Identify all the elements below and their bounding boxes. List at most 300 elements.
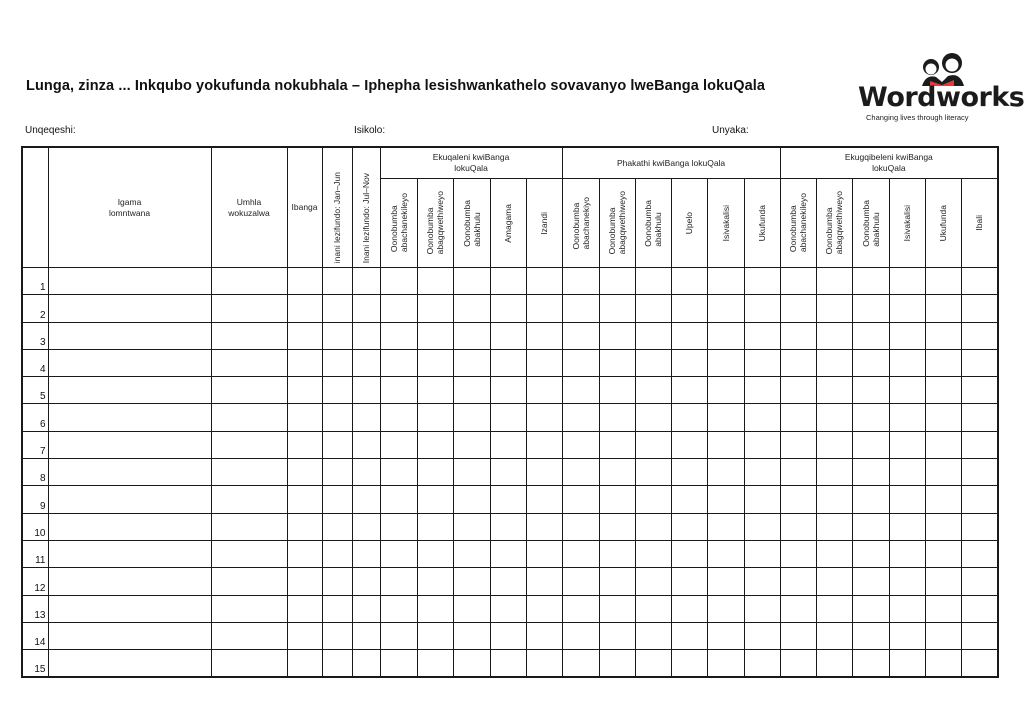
table-cell[interactable] [635,568,671,595]
table-cell[interactable] [852,349,889,376]
table-cell[interactable] [707,377,744,404]
table-cell[interactable] [287,377,322,404]
table-cell[interactable] [287,349,322,376]
table-cell[interactable] [780,404,816,431]
table-cell[interactable] [562,513,599,540]
table-cell[interactable] [453,650,490,678]
table-cell[interactable] [961,650,998,678]
table-cell[interactable] [744,650,780,678]
table-cell[interactable] [48,540,211,567]
table-cell[interactable] [352,595,380,622]
table-cell[interactable] [211,431,287,458]
table-cell[interactable] [562,622,599,649]
table-cell[interactable] [961,268,998,295]
table-cell[interactable] [453,540,490,567]
table-cell[interactable] [889,377,925,404]
table-cell[interactable] [211,295,287,322]
table-cell[interactable] [744,568,780,595]
table-cell[interactable] [925,622,961,649]
table-cell[interactable] [671,268,707,295]
table-cell[interactable] [352,540,380,567]
table-cell[interactable] [322,486,352,513]
table-cell[interactable] [744,268,780,295]
table-cell[interactable] [287,404,322,431]
table-cell[interactable] [352,322,380,349]
table-cell[interactable] [961,295,998,322]
table-cell[interactable] [417,322,453,349]
table-cell[interactable] [453,322,490,349]
table-cell[interactable] [707,595,744,622]
table-cell[interactable] [287,595,322,622]
table-cell[interactable] [417,622,453,649]
table-cell[interactable] [417,377,453,404]
table-cell[interactable] [562,377,599,404]
table-cell[interactable] [562,295,599,322]
table-cell[interactable] [417,540,453,567]
table-cell[interactable] [707,513,744,540]
table-cell[interactable] [490,268,526,295]
table-cell[interactable] [961,568,998,595]
table-cell[interactable] [380,295,417,322]
table-cell[interactable] [635,540,671,567]
table-cell[interactable] [852,595,889,622]
table-cell[interactable] [925,404,961,431]
table-cell[interactable] [352,404,380,431]
table-cell[interactable] [744,295,780,322]
table-cell[interactable] [925,459,961,486]
table-cell[interactable] [490,404,526,431]
table-cell[interactable] [322,377,352,404]
table-cell[interactable] [671,650,707,678]
table-cell[interactable] [852,622,889,649]
table-cell[interactable] [925,377,961,404]
table-cell[interactable] [780,431,816,458]
table-cell[interactable] [417,404,453,431]
table-cell[interactable] [48,322,211,349]
table-cell[interactable] [816,404,852,431]
table-cell[interactable] [490,568,526,595]
table-cell[interactable] [453,431,490,458]
table-cell[interactable] [48,595,211,622]
table-cell[interactable] [816,349,852,376]
table-cell[interactable] [599,268,635,295]
table-cell[interactable] [562,268,599,295]
table-cell[interactable] [671,431,707,458]
table-cell[interactable] [744,322,780,349]
table-cell[interactable] [453,486,490,513]
table-cell[interactable] [490,595,526,622]
table-cell[interactable] [526,650,562,678]
table-cell[interactable] [562,322,599,349]
table-cell[interactable] [707,404,744,431]
table-cell[interactable] [961,622,998,649]
table-cell[interactable] [599,568,635,595]
table-cell[interactable] [744,349,780,376]
table-cell[interactable] [287,295,322,322]
table-cell[interactable] [780,349,816,376]
table-cell[interactable] [287,540,322,567]
table-cell[interactable] [599,349,635,376]
table-cell[interactable] [322,595,352,622]
table-cell[interactable] [211,595,287,622]
table-cell[interactable] [380,622,417,649]
table-cell[interactable] [352,349,380,376]
table-cell[interactable] [453,377,490,404]
table-cell[interactable] [490,513,526,540]
table-cell[interactable] [287,650,322,678]
table-cell[interactable] [287,513,322,540]
table-cell[interactable] [562,404,599,431]
table-cell[interactable] [852,513,889,540]
table-cell[interactable] [599,595,635,622]
table-cell[interactable] [211,540,287,567]
table-cell[interactable] [889,622,925,649]
table-cell[interactable] [744,595,780,622]
table-cell[interactable] [635,268,671,295]
table-cell[interactable] [961,431,998,458]
table-cell[interactable] [211,622,287,649]
table-cell[interactable] [635,650,671,678]
table-cell[interactable] [352,459,380,486]
table-cell[interactable] [780,650,816,678]
table-cell[interactable] [453,404,490,431]
table-cell[interactable] [322,268,352,295]
table-cell[interactable] [635,295,671,322]
table-cell[interactable] [852,459,889,486]
table-cell[interactable] [744,622,780,649]
table-cell[interactable] [490,295,526,322]
table-cell[interactable] [635,513,671,540]
table-cell[interactable] [48,513,211,540]
table-cell[interactable] [852,322,889,349]
table-cell[interactable] [287,486,322,513]
table-cell[interactable] [635,322,671,349]
table-cell[interactable] [889,268,925,295]
table-cell[interactable] [961,486,998,513]
table-cell[interactable] [490,540,526,567]
table-cell[interactable] [380,595,417,622]
table-cell[interactable] [852,650,889,678]
table-cell[interactable] [961,349,998,376]
table-cell[interactable] [562,486,599,513]
table-cell[interactable] [599,622,635,649]
table-cell[interactable] [48,622,211,649]
table-cell[interactable] [852,377,889,404]
table-cell[interactable] [490,322,526,349]
table-cell[interactable] [211,568,287,595]
table-cell[interactable] [48,268,211,295]
table-cell[interactable] [889,540,925,567]
table-cell[interactable] [707,295,744,322]
table-cell[interactable] [453,295,490,322]
table-cell[interactable] [925,540,961,567]
table-cell[interactable] [287,268,322,295]
table-cell[interactable] [380,568,417,595]
table-cell[interactable] [599,377,635,404]
table-cell[interactable] [889,404,925,431]
table-cell[interactable] [961,595,998,622]
table-cell[interactable] [599,650,635,678]
table-cell[interactable] [961,540,998,567]
table-cell[interactable] [490,377,526,404]
table-cell[interactable] [526,404,562,431]
table-cell[interactable] [780,595,816,622]
table-cell[interactable] [322,431,352,458]
table-cell[interactable] [599,322,635,349]
table-cell[interactable] [707,540,744,567]
table-cell[interactable] [562,650,599,678]
table-cell[interactable] [635,377,671,404]
table-cell[interactable] [417,650,453,678]
table-cell[interactable] [417,295,453,322]
table-cell[interactable] [780,459,816,486]
table-cell[interactable] [707,650,744,678]
table-cell[interactable] [48,431,211,458]
table-cell[interactable] [925,568,961,595]
table-cell[interactable] [352,486,380,513]
table-cell[interactable] [490,459,526,486]
table-cell[interactable] [925,486,961,513]
table-cell[interactable] [671,404,707,431]
table-cell[interactable] [380,431,417,458]
table-cell[interactable] [816,595,852,622]
table-cell[interactable] [852,540,889,567]
table-cell[interactable] [211,650,287,678]
table-cell[interactable] [707,268,744,295]
table-cell[interactable] [925,268,961,295]
table-cell[interactable] [780,377,816,404]
table-cell[interactable] [707,349,744,376]
table-cell[interactable] [48,568,211,595]
table-cell[interactable] [816,486,852,513]
table-cell[interactable] [526,540,562,567]
table-cell[interactable] [490,486,526,513]
table-cell[interactable] [599,513,635,540]
table-cell[interactable] [48,349,211,376]
table-cell[interactable] [671,568,707,595]
table-cell[interactable] [417,268,453,295]
table-cell[interactable] [417,486,453,513]
table-cell[interactable] [889,349,925,376]
table-cell[interactable] [671,622,707,649]
table-cell[interactable] [562,459,599,486]
table-cell[interactable] [352,268,380,295]
table-cell[interactable] [453,268,490,295]
table-cell[interactable] [744,513,780,540]
table-cell[interactable] [562,349,599,376]
table-cell[interactable] [352,622,380,649]
table-cell[interactable] [671,322,707,349]
table-cell[interactable] [852,268,889,295]
table-cell[interactable] [322,322,352,349]
table-cell[interactable] [453,459,490,486]
table-cell[interactable] [961,377,998,404]
table-cell[interactable] [322,568,352,595]
table-cell[interactable] [671,486,707,513]
table-cell[interactable] [380,404,417,431]
table-cell[interactable] [671,540,707,567]
table-cell[interactable] [925,431,961,458]
table-cell[interactable] [889,431,925,458]
table-cell[interactable] [526,486,562,513]
table-cell[interactable] [671,513,707,540]
table-cell[interactable] [925,513,961,540]
table-cell[interactable] [453,622,490,649]
table-cell[interactable] [671,595,707,622]
table-cell[interactable] [322,349,352,376]
table-cell[interactable] [889,295,925,322]
table-cell[interactable] [707,568,744,595]
table-cell[interactable] [380,268,417,295]
table-cell[interactable] [671,295,707,322]
table-cell[interactable] [852,486,889,513]
table-cell[interactable] [48,377,211,404]
table-cell[interactable] [211,377,287,404]
table-cell[interactable] [780,568,816,595]
table-cell[interactable] [816,622,852,649]
table-cell[interactable] [780,513,816,540]
table-cell[interactable] [635,486,671,513]
table-cell[interactable] [635,622,671,649]
table-cell[interactable] [453,568,490,595]
table-cell[interactable] [453,595,490,622]
table-cell[interactable] [707,431,744,458]
table-cell[interactable] [48,459,211,486]
table-cell[interactable] [287,431,322,458]
table-cell[interactable] [816,513,852,540]
table-cell[interactable] [707,486,744,513]
table-cell[interactable] [780,540,816,567]
table-cell[interactable] [322,513,352,540]
table-cell[interactable] [671,349,707,376]
table-cell[interactable] [635,431,671,458]
table-cell[interactable] [889,650,925,678]
table-cell[interactable] [211,268,287,295]
table-cell[interactable] [380,486,417,513]
table-cell[interactable] [490,431,526,458]
table-cell[interactable] [352,295,380,322]
table-cell[interactable] [417,349,453,376]
table-cell[interactable] [48,295,211,322]
table-cell[interactable] [453,349,490,376]
table-cell[interactable] [352,431,380,458]
table-cell[interactable] [562,595,599,622]
table-cell[interactable] [322,540,352,567]
table-cell[interactable] [744,459,780,486]
table-cell[interactable] [780,268,816,295]
table-cell[interactable] [961,322,998,349]
table-cell[interactable] [599,540,635,567]
table-cell[interactable] [562,568,599,595]
table-cell[interactable] [380,322,417,349]
table-cell[interactable] [322,404,352,431]
table-cell[interactable] [380,540,417,567]
table-cell[interactable] [635,404,671,431]
table-cell[interactable] [526,295,562,322]
table-cell[interactable] [635,349,671,376]
table-cell[interactable] [211,404,287,431]
table-cell[interactable] [380,513,417,540]
table-cell[interactable] [780,486,816,513]
table-cell[interactable] [526,349,562,376]
table-cell[interactable] [961,459,998,486]
table-cell[interactable] [322,622,352,649]
table-cell[interactable] [526,322,562,349]
table-cell[interactable] [707,622,744,649]
table-cell[interactable] [526,377,562,404]
table-cell[interactable] [925,295,961,322]
table-cell[interactable] [417,459,453,486]
table-cell[interactable] [707,322,744,349]
table-cell[interactable] [961,404,998,431]
table-cell[interactable] [671,377,707,404]
table-cell[interactable] [889,459,925,486]
table-cell[interactable] [417,568,453,595]
table-cell[interactable] [852,404,889,431]
table-cell[interactable] [889,322,925,349]
table-cell[interactable] [380,349,417,376]
table-cell[interactable] [671,459,707,486]
table-cell[interactable] [490,622,526,649]
table-cell[interactable] [211,486,287,513]
table-cell[interactable] [322,295,352,322]
table-cell[interactable] [490,349,526,376]
table-cell[interactable] [780,622,816,649]
table-cell[interactable] [744,431,780,458]
table-cell[interactable] [816,650,852,678]
table-cell[interactable] [562,540,599,567]
table-cell[interactable] [599,486,635,513]
table-cell[interactable] [287,322,322,349]
table-cell[interactable] [816,568,852,595]
table-cell[interactable] [852,295,889,322]
table-cell[interactable] [925,349,961,376]
table-cell[interactable] [889,568,925,595]
table-cell[interactable] [816,540,852,567]
table-cell[interactable] [211,513,287,540]
table-cell[interactable] [490,650,526,678]
table-cell[interactable] [599,431,635,458]
table-cell[interactable] [352,377,380,404]
table-cell[interactable] [48,404,211,431]
table-cell[interactable] [889,513,925,540]
table-cell[interactable] [526,622,562,649]
table-cell[interactable] [816,322,852,349]
table-cell[interactable] [211,459,287,486]
table-cell[interactable] [526,595,562,622]
table-cell[interactable] [635,459,671,486]
table-cell[interactable] [744,377,780,404]
table-cell[interactable] [417,431,453,458]
table-cell[interactable] [526,268,562,295]
table-cell[interactable] [211,349,287,376]
table-cell[interactable] [380,459,417,486]
table-cell[interactable] [599,404,635,431]
table-cell[interactable] [453,513,490,540]
table-cell[interactable] [211,322,287,349]
table-cell[interactable] [744,404,780,431]
table-cell[interactable] [322,459,352,486]
table-cell[interactable] [352,568,380,595]
table-cell[interactable] [526,431,562,458]
table-cell[interactable] [816,295,852,322]
table-cell[interactable] [287,568,322,595]
table-cell[interactable] [417,595,453,622]
table-cell[interactable] [352,650,380,678]
table-cell[interactable] [48,650,211,678]
table-cell[interactable] [599,459,635,486]
table-cell[interactable] [925,322,961,349]
